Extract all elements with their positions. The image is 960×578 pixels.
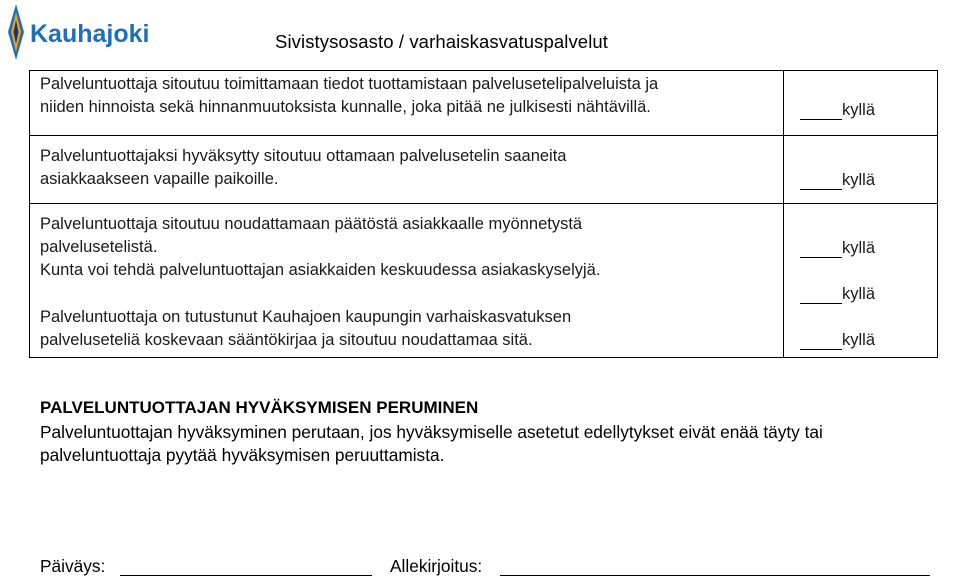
answer-blank[interactable]: [800, 173, 842, 190]
answer-blank[interactable]: [800, 287, 842, 304]
condition-1-answer[interactable]: kyllä: [800, 100, 875, 120]
signature-field-line[interactable]: [500, 575, 930, 576]
condition-5-answer[interactable]: kyllä: [800, 330, 875, 350]
department-title: Sivistysosasto / varhaiskasvatuspalvelut: [275, 31, 609, 52]
condition-1-text: Palveluntuottaja sitoutuu toimittamaan tiedot tuottamistaan palvelusetelipalveluista ja niiden hinnoista sekä hinnanmuutoksista kunnalle, joka pitää ne julkisesti nähtävillä.: [40, 75, 659, 116]
row-divider: [30, 203, 937, 204]
condition-3-answer[interactable]: kyllä: [800, 238, 875, 258]
date-label: Päiväys:: [40, 556, 106, 576]
condition-2-answer[interactable]: kyllä: [800, 170, 875, 190]
date-field-line[interactable]: [120, 575, 372, 576]
conditions-table: [29, 70, 938, 358]
condition-4-text: Kunta voi tehdä palveluntuottajan asiakkaiden keskuudessa asiakaskyselyjä.: [40, 261, 601, 279]
condition-5-text: Palveluntuottaja on tutustunut Kauhajoen kaupungin varhaiskasvatuksen palveluseteliä koskevaan sääntökirjaa ja sitoutuu noudattamaa sitä.: [40, 308, 572, 349]
answer-blank[interactable]: [800, 333, 842, 350]
withdrawal-heading: PALVELUNTUOTTAJAN HYVÄKSYMISEN PERUMINEN: [40, 398, 479, 417]
row-divider: [30, 135, 937, 136]
condition-2-text: Palveluntuottajaksi hyväksytty sitoutuu ottamaan palvelusetelin saaneita asiakkaakseen vapaille paikoille.: [40, 147, 567, 188]
answer-blank[interactable]: [800, 103, 842, 120]
answer-blank[interactable]: [800, 241, 842, 258]
withdrawal-paragraph: Palveluntuottajan hyväksyminen perutaan, jos hyväksymiselle asetetut edellytykset eivät enää täyty tai palveluntuottaja pyytää hyväksymisen peruuttamista.: [40, 422, 823, 465]
signature-label: Allekirjoitus:: [390, 556, 483, 576]
kauhajoki-logo-emblem: [2, 2, 182, 62]
condition-3-text: Palveluntuottaja sitoutuu noudattamaan päätöstä asiakkaalle myönnetystä palvelusetelistä.: [40, 215, 583, 256]
kauhajoki-logo: [2, 2, 182, 62]
logo-wordmark: Kauhajoki: [30, 20, 150, 48]
condition-4-answer[interactable]: kyllä: [800, 284, 875, 304]
